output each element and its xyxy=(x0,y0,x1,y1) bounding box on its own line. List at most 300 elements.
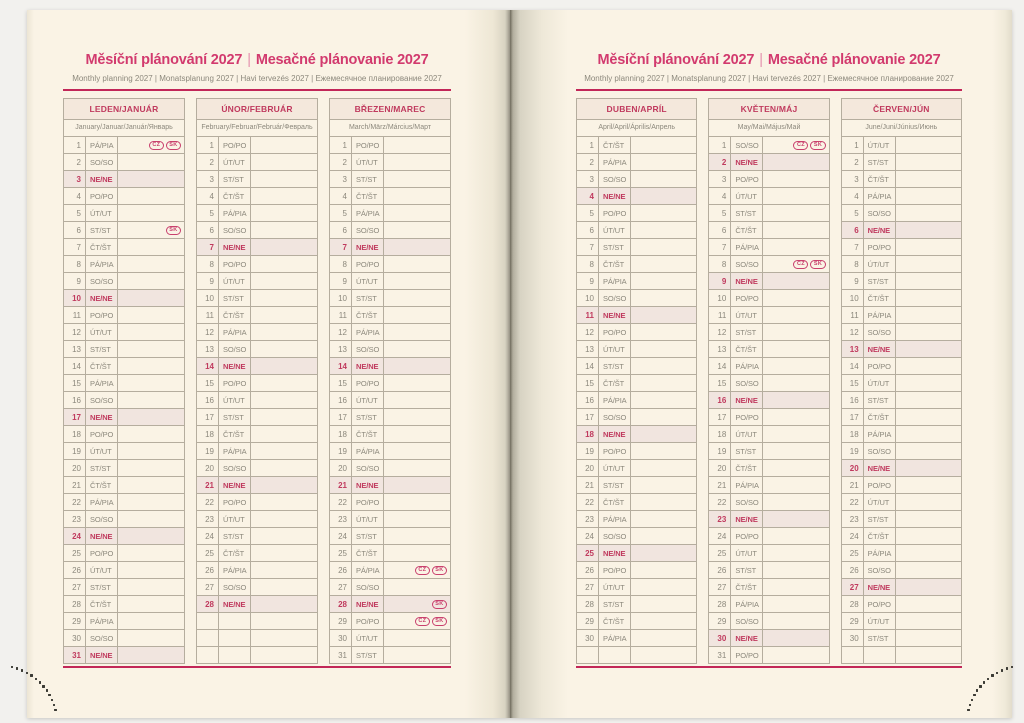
day-number: 12 xyxy=(197,324,219,341)
weekday-label: ÚT/UT xyxy=(352,273,384,290)
day-number: 21 xyxy=(577,477,599,494)
notes-cell xyxy=(118,256,185,273)
notes-cell xyxy=(384,324,451,341)
day-row xyxy=(841,188,961,205)
month-name: ÚNOR/FEBRUÁR xyxy=(196,98,318,119)
day-number: 17 xyxy=(709,409,731,426)
day-number: 9 xyxy=(577,273,599,290)
weekday-label: SO/SO xyxy=(599,290,631,307)
day-number: 25 xyxy=(577,545,599,562)
day-row xyxy=(577,137,697,154)
day-row xyxy=(577,392,697,409)
day-number: 29 xyxy=(577,613,599,630)
weekday-label: ČT/ŠT xyxy=(599,613,631,630)
weekday-label: NE/NE xyxy=(863,341,895,358)
day-row xyxy=(577,426,697,443)
day-row xyxy=(64,562,185,579)
weekday-label: ÚT/UT xyxy=(863,494,895,511)
day-row xyxy=(841,630,961,647)
notes-cell xyxy=(384,630,451,647)
day-row xyxy=(577,528,697,545)
weekday-label: ÚT/UT xyxy=(352,511,384,528)
day-row xyxy=(197,324,318,341)
day-row xyxy=(841,154,961,171)
day-row xyxy=(841,273,961,290)
day-row xyxy=(330,290,451,307)
day-row xyxy=(841,239,961,256)
notes-cell xyxy=(384,358,451,375)
corner-dots-right xyxy=(983,681,986,684)
notes-cell xyxy=(631,188,697,205)
day-row xyxy=(330,426,451,443)
day-number xyxy=(577,647,599,664)
day-number: 13 xyxy=(197,341,219,358)
weekday-label: PO/PO xyxy=(219,494,251,511)
weekday-label: ST/ST xyxy=(599,358,631,375)
weekday-label xyxy=(219,630,251,647)
notes-cell xyxy=(251,613,318,630)
day-row xyxy=(577,324,697,341)
day-number: 26 xyxy=(841,562,863,579)
weekday-label: ÚT/UT xyxy=(219,392,251,409)
notes-cell xyxy=(251,579,318,596)
holiday-badge-cz-icon: CZ xyxy=(793,260,808,269)
notes-cell xyxy=(384,392,451,409)
notes-cell xyxy=(251,647,318,664)
day-row xyxy=(841,613,961,630)
day-number: 25 xyxy=(64,545,86,562)
weekday-label: ÚT/UT xyxy=(863,375,895,392)
weekday-label: ÚT/UT xyxy=(352,392,384,409)
weekday-label: PO/PO xyxy=(731,647,763,664)
day-number: 14 xyxy=(709,358,731,375)
weekday-label: ČT/ŠT xyxy=(86,239,118,256)
weekday-label: ČT/ŠT xyxy=(599,256,631,273)
day-number: 18 xyxy=(577,426,599,443)
day-number: 30 xyxy=(330,630,352,647)
day-number: 10 xyxy=(577,290,599,307)
month-grid xyxy=(63,136,185,664)
day-row xyxy=(64,477,185,494)
notes-cell xyxy=(895,392,961,409)
weekday-label: ČT/ŠT xyxy=(731,341,763,358)
day-row xyxy=(64,511,185,528)
day-row xyxy=(330,188,451,205)
empty-row xyxy=(197,630,318,647)
notes-cell xyxy=(895,562,961,579)
notes-cell xyxy=(631,256,697,273)
weekday-label: PÁ/PIA xyxy=(863,307,895,324)
holiday-badge-cz-icon: CZ xyxy=(415,566,430,575)
day-number: 2 xyxy=(841,154,863,171)
day-number: 28 xyxy=(197,596,219,613)
day-row xyxy=(577,256,697,273)
notes-cell xyxy=(631,154,697,171)
day-row xyxy=(330,613,451,630)
day-number: 8 xyxy=(330,256,352,273)
day-number: 24 xyxy=(64,528,86,545)
notes-cell xyxy=(763,426,829,443)
weekday-label: ST/ST xyxy=(352,409,384,426)
notes-cell xyxy=(118,409,185,426)
day-number: 9 xyxy=(841,273,863,290)
weekday-label: SO/SO xyxy=(219,341,251,358)
notes-cell xyxy=(118,188,185,205)
weekday-label: ÚT/UT xyxy=(219,511,251,528)
day-row xyxy=(330,375,451,392)
weekday-label: PO/PO xyxy=(599,443,631,460)
notes-cell xyxy=(118,324,185,341)
day-number: 17 xyxy=(330,409,352,426)
notes-cell xyxy=(118,460,185,477)
weekday-label: SO/SO xyxy=(219,222,251,239)
corner-dots-right xyxy=(991,674,994,677)
day-row xyxy=(330,256,451,273)
day-number: 3 xyxy=(64,171,86,188)
notes-cell xyxy=(118,596,185,613)
holiday-badge-sk-icon: SK xyxy=(166,226,181,235)
bottom-rule xyxy=(576,666,962,668)
day-number: 15 xyxy=(330,375,352,392)
weekday-label: NE/NE xyxy=(352,596,384,613)
day-row xyxy=(330,137,451,154)
weekday-label: SO/SO xyxy=(352,579,384,596)
day-row xyxy=(64,341,185,358)
day-number: 16 xyxy=(841,392,863,409)
notes-cell xyxy=(118,528,185,545)
day-row xyxy=(841,341,961,358)
holiday-badge-cz-icon: CZ xyxy=(415,617,430,626)
day-number: 14 xyxy=(330,358,352,375)
weekday-label: PO/PO xyxy=(352,137,384,154)
day-number: 11 xyxy=(709,307,731,324)
day-number: 1 xyxy=(330,137,352,154)
weekday-label: ÚT/UT xyxy=(599,579,631,596)
notes-cell xyxy=(118,273,185,290)
day-row xyxy=(709,511,829,528)
notes-cell xyxy=(895,358,961,375)
day-row xyxy=(841,562,961,579)
day-row xyxy=(577,222,697,239)
title-czech: Měsíční plánování 2027 xyxy=(85,52,243,68)
day-number: 7 xyxy=(709,239,731,256)
day-number: 14 xyxy=(841,358,863,375)
day-number: 21 xyxy=(64,477,86,494)
weekday-label: NE/NE xyxy=(352,358,384,375)
notes-cell xyxy=(384,460,451,477)
notes-cell xyxy=(763,341,829,358)
day-row xyxy=(197,307,318,324)
day-number: 2 xyxy=(330,154,352,171)
day-row xyxy=(197,392,318,409)
day-row xyxy=(330,205,451,222)
notes-cell xyxy=(118,341,185,358)
weekday-label: ÚT/UT xyxy=(86,562,118,579)
notes-cell xyxy=(895,375,961,392)
weekday-label: PO/PO xyxy=(863,477,895,494)
day-row xyxy=(709,222,829,239)
day-row xyxy=(841,545,961,562)
notes-cell xyxy=(895,341,961,358)
notes-cell xyxy=(763,205,829,222)
month-april xyxy=(576,98,697,664)
day-number: 1 xyxy=(64,137,86,154)
notes-cell xyxy=(631,205,697,222)
weekday-label: ČT/ŠT xyxy=(219,545,251,562)
notes-cell xyxy=(384,256,451,273)
day-number: 19 xyxy=(330,443,352,460)
notes-cell xyxy=(251,528,318,545)
notes-cell xyxy=(631,273,697,290)
weekday-label: ST/ST xyxy=(86,222,118,239)
weekday-label: PÁ/PIA xyxy=(352,324,384,341)
weekday-label: PÁ/PIA xyxy=(731,596,763,613)
notes-cell xyxy=(763,137,829,154)
weekday-label: ST/ST xyxy=(599,596,631,613)
months-right xyxy=(576,98,962,664)
day-number: 28 xyxy=(64,596,86,613)
weekday-label: ST/ST xyxy=(731,562,763,579)
day-number: 31 xyxy=(330,647,352,664)
day-number: 22 xyxy=(577,494,599,511)
notes-cell xyxy=(384,222,451,239)
day-number: 21 xyxy=(330,477,352,494)
day-number: 27 xyxy=(577,579,599,596)
day-row xyxy=(709,596,829,613)
day-row xyxy=(709,579,829,596)
day-row xyxy=(64,358,185,375)
weekday-label: PÁ/PIA xyxy=(86,494,118,511)
notes-cell xyxy=(631,647,697,664)
day-row xyxy=(577,613,697,630)
day-number: 7 xyxy=(577,239,599,256)
month-may xyxy=(708,98,829,664)
weekday-label: ST/ST xyxy=(863,630,895,647)
notes-cell xyxy=(631,596,697,613)
weekday-label: NE/NE xyxy=(219,239,251,256)
notes-cell xyxy=(384,443,451,460)
weekday-label: ST/ST xyxy=(863,154,895,171)
weekday-label: SO/SO xyxy=(86,511,118,528)
weekday-label: ČT/ŠT xyxy=(86,477,118,494)
holiday-badge-cz-icon: CZ xyxy=(793,141,808,150)
day-row xyxy=(330,154,451,171)
weekday-label: ÚT/UT xyxy=(86,443,118,460)
weekday-label: PO/PO xyxy=(86,426,118,443)
day-row xyxy=(841,171,961,188)
weekday-label: SO/SO xyxy=(86,392,118,409)
corner-dots-right xyxy=(1001,669,1004,672)
day-row xyxy=(330,647,451,664)
day-number: 25 xyxy=(709,545,731,562)
weekday-label: ÚT/UT xyxy=(863,137,895,154)
day-row xyxy=(64,290,185,307)
weekday-label: SO/SO xyxy=(731,375,763,392)
weekday-label: PO/PO xyxy=(86,188,118,205)
weekday-label: PO/PO xyxy=(219,256,251,273)
day-number: 3 xyxy=(577,171,599,188)
empty-row xyxy=(577,647,697,664)
day-number: 28 xyxy=(709,596,731,613)
notes-cell xyxy=(118,562,185,579)
day-row xyxy=(197,375,318,392)
weekday-label: PÁ/PIA xyxy=(863,426,895,443)
day-number: 5 xyxy=(709,205,731,222)
day-row xyxy=(64,630,185,647)
notes-cell xyxy=(251,239,318,256)
notes-cell xyxy=(763,307,829,324)
title-separator: | xyxy=(247,52,251,68)
notes-cell xyxy=(631,545,697,562)
day-row xyxy=(841,528,961,545)
holiday-badge-sk-icon: SK xyxy=(432,600,447,609)
day-number: 16 xyxy=(64,392,86,409)
day-row xyxy=(330,409,451,426)
day-number: 4 xyxy=(709,188,731,205)
day-row xyxy=(577,171,697,188)
day-number xyxy=(197,630,219,647)
day-row xyxy=(330,460,451,477)
day-row xyxy=(709,205,829,222)
day-row xyxy=(577,358,697,375)
notes-cell xyxy=(384,426,451,443)
day-row xyxy=(197,528,318,545)
weekday-label: SO/SO xyxy=(731,137,763,154)
day-number: 29 xyxy=(330,613,352,630)
notes-cell xyxy=(118,239,185,256)
notes-cell xyxy=(118,494,185,511)
day-number: 7 xyxy=(841,239,863,256)
day-row xyxy=(709,630,829,647)
notes-cell xyxy=(763,596,829,613)
notes-cell xyxy=(895,613,961,630)
weekday-label: SO/SO xyxy=(863,562,895,579)
weekday-label: ČT/ŠT xyxy=(352,188,384,205)
day-row xyxy=(197,511,318,528)
holiday-badge-cz-icon: CZ xyxy=(149,141,164,150)
notes-cell xyxy=(118,137,185,154)
day-row xyxy=(709,647,829,664)
day-row xyxy=(709,409,829,426)
notes-cell xyxy=(895,307,961,324)
weekday-label: ČT/ŠT xyxy=(352,426,384,443)
day-row xyxy=(709,613,829,630)
weekday-label: PÁ/PIA xyxy=(731,239,763,256)
weekday-label: PO/PO xyxy=(599,324,631,341)
weekday-label: NE/NE xyxy=(86,528,118,545)
notes-cell xyxy=(895,545,961,562)
weekday-label: ÚT/UT xyxy=(863,256,895,273)
notes-cell xyxy=(251,511,318,528)
day-row xyxy=(841,392,961,409)
day-number: 4 xyxy=(64,188,86,205)
weekday-label: ST/ST xyxy=(731,205,763,222)
notes-cell xyxy=(384,613,451,630)
day-number: 19 xyxy=(841,443,863,460)
day-row xyxy=(577,596,697,613)
notes-cell xyxy=(384,545,451,562)
corner-dots-left xyxy=(42,685,45,688)
notes-cell xyxy=(631,171,697,188)
notes-cell xyxy=(118,477,185,494)
weekday-label: SO/SO xyxy=(352,222,384,239)
weekday-label: ÚT/UT xyxy=(731,188,763,205)
weekday-label: PÁ/PIA xyxy=(219,562,251,579)
corner-dots-right xyxy=(976,689,979,692)
day-number: 26 xyxy=(330,562,352,579)
notes-cell xyxy=(763,630,829,647)
weekday-label: ÚT/UT xyxy=(352,154,384,171)
weekday-label: NE/NE xyxy=(731,154,763,171)
notes-cell xyxy=(631,409,697,426)
weekday-label: ÚT/UT xyxy=(863,613,895,630)
day-row xyxy=(197,188,318,205)
day-number: 1 xyxy=(709,137,731,154)
notes-cell xyxy=(631,375,697,392)
day-number xyxy=(841,647,863,664)
weekday-label: ČT/ŠT xyxy=(863,409,895,426)
day-number: 20 xyxy=(709,460,731,477)
day-number: 7 xyxy=(197,239,219,256)
weekday-label: ČT/ŠT xyxy=(731,460,763,477)
weekday-label: ÚT/UT xyxy=(731,307,763,324)
day-row xyxy=(197,222,318,239)
notes-cell xyxy=(384,596,451,613)
day-row xyxy=(330,443,451,460)
weekday-label: NE/NE xyxy=(599,307,631,324)
notes-cell xyxy=(763,290,829,307)
notes-cell xyxy=(895,154,961,171)
weekday-label: ST/ST xyxy=(731,324,763,341)
month-june xyxy=(841,98,962,664)
day-row xyxy=(709,324,829,341)
month-translations: March/März/Március/Март xyxy=(329,119,451,136)
weekday-label: SO/SO xyxy=(86,630,118,647)
notes-cell xyxy=(763,324,829,341)
day-number: 10 xyxy=(330,290,352,307)
day-number: 22 xyxy=(330,494,352,511)
corner-dots-right xyxy=(1006,667,1009,670)
month-translations: May/Mai/Május/Май xyxy=(708,119,829,136)
day-number: 2 xyxy=(577,154,599,171)
weekday-label: ST/ST xyxy=(352,171,384,188)
weekday-label: NE/NE xyxy=(219,596,251,613)
day-row xyxy=(330,596,451,613)
notes-cell xyxy=(384,154,451,171)
day-row xyxy=(577,630,697,647)
day-row xyxy=(330,494,451,511)
weekday-label: PO/PO xyxy=(352,256,384,273)
notes-cell xyxy=(763,545,829,562)
day-row xyxy=(330,171,451,188)
day-row xyxy=(841,460,961,477)
holiday-badge-sk-icon: SK xyxy=(432,566,447,575)
weekday-label: ST/ST xyxy=(86,579,118,596)
notes-cell xyxy=(118,426,185,443)
notes-cell xyxy=(384,647,451,664)
day-row xyxy=(709,477,829,494)
notes-cell xyxy=(895,205,961,222)
day-number: 3 xyxy=(330,171,352,188)
day-row xyxy=(841,290,961,307)
day-row xyxy=(330,341,451,358)
notes-cell xyxy=(895,409,961,426)
month-february xyxy=(196,98,318,664)
month-grid xyxy=(841,136,962,664)
weekday-label: ČT/ŠT xyxy=(219,188,251,205)
notes-cell xyxy=(118,222,185,239)
day-row xyxy=(197,290,318,307)
